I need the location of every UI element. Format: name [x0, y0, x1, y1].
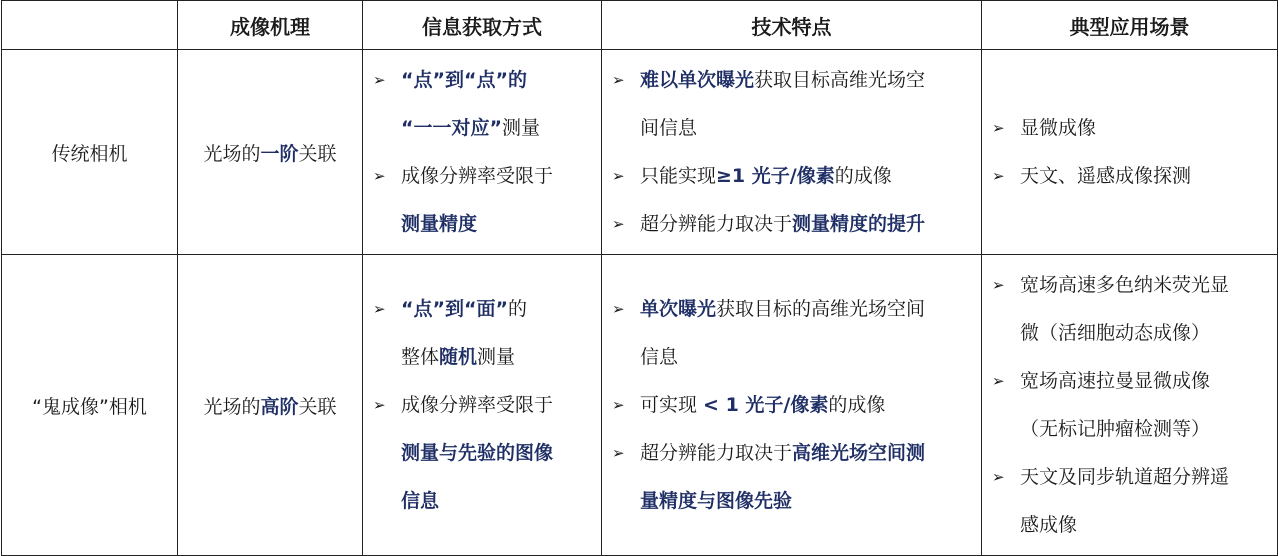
item-line — [401, 200, 593, 248]
item-line — [640, 104, 973, 152]
emphasis-text: 高维光场空间测 — [792, 442, 926, 464]
apps-list — [982, 104, 1277, 200]
item-text: （无标记肿瘤检测等） — [1020, 418, 1211, 440]
mechanism-post: 关联 — [298, 395, 337, 418]
item-line — [640, 152, 973, 200]
item-text: 的成像 — [834, 165, 892, 187]
item-text: 成像分辨率受限于 — [401, 165, 554, 187]
item-text: 测量 — [477, 346, 516, 368]
arrow-bullet-icon: ➢ — [373, 71, 386, 89]
list-item — [982, 261, 1277, 357]
item-line — [401, 56, 593, 104]
mechanism-bold: 高阶 — [260, 395, 299, 418]
arrow-bullet-icon: ➢ — [992, 167, 1005, 185]
list-item — [363, 285, 601, 381]
arrow-bullet-icon: ➢ — [612, 444, 625, 462]
item-line — [1020, 453, 1269, 501]
item-line — [401, 477, 593, 525]
item-line — [1020, 405, 1269, 453]
arrow-bullet-icon: ➢ — [373, 167, 386, 185]
header-cell-info: 信息获取方式 — [363, 1, 602, 50]
item-text: 的成像 — [828, 394, 886, 416]
item-line — [1020, 357, 1269, 405]
item-text: 微（活细胞动态成像） — [1020, 322, 1211, 344]
emphasis-text: “一一对应” — [401, 117, 502, 139]
mechanism-post: 关联 — [298, 142, 337, 165]
item-text: 超分辨能力取决于 — [640, 442, 793, 464]
info-cell — [363, 50, 602, 255]
item-line — [640, 477, 973, 525]
comparison-table — [1, 0, 1278, 556]
emphasis-text: 量精度与图像先验 — [640, 490, 793, 512]
item-text: 超分辨能力取决于 — [640, 213, 793, 235]
list-item — [982, 152, 1277, 200]
arrow-bullet-icon: ➢ — [992, 276, 1005, 294]
info-list — [363, 56, 601, 248]
header-cell-mechanism: 成像机理 — [178, 1, 363, 50]
apps-cell — [982, 50, 1278, 255]
emphasis-text: 难以单次曝光 — [640, 69, 755, 91]
item-text: 感成像 — [1020, 514, 1078, 536]
item-line — [401, 285, 593, 333]
item-text: 测量 — [501, 117, 540, 139]
header-cell-apps: 典型应用场景 — [982, 1, 1278, 50]
item-line — [1020, 104, 1269, 152]
header-cell-tech: 技术特点 — [602, 1, 982, 50]
header-cell-corner — [2, 1, 178, 50]
emphasis-text: 随机 — [439, 346, 478, 368]
item-text: 获取目标高维光场空 — [754, 69, 926, 91]
item-text: 只能实现 — [640, 165, 717, 187]
mechanism-cell — [178, 50, 363, 255]
row-name-cell: “鬼成像”相机 — [2, 255, 178, 556]
table-row — [2, 50, 1278, 255]
list-item — [602, 429, 981, 525]
item-line — [1020, 261, 1269, 309]
list-item — [363, 152, 601, 248]
list-item — [602, 200, 981, 248]
info-list — [363, 285, 601, 525]
emphasis-text: “点”到“点”的 — [401, 69, 527, 91]
arrow-bullet-icon: ➢ — [373, 396, 386, 414]
item-line — [640, 429, 973, 477]
list-item — [602, 152, 981, 200]
list-item — [982, 104, 1277, 152]
apps-cell — [982, 255, 1278, 556]
header-row — [2, 1, 1278, 50]
tech-list — [602, 56, 981, 248]
list-item — [982, 357, 1277, 453]
item-text: 宽场高速多色纳米荧光显 — [1020, 274, 1230, 296]
emphasis-text: 信息 — [401, 490, 440, 512]
emphasis-text: 单次曝光 — [640, 298, 717, 320]
arrow-bullet-icon: ➢ — [612, 71, 625, 89]
item-line — [1020, 309, 1269, 357]
emphasis-text: 测量与先验的图像 — [401, 442, 554, 464]
list-item — [982, 453, 1277, 549]
list-item — [602, 285, 981, 381]
tech-cell — [602, 255, 982, 556]
arrow-bullet-icon: ➢ — [612, 167, 625, 185]
item-line — [640, 381, 973, 429]
item-line — [640, 285, 973, 333]
arrow-bullet-icon: ➢ — [612, 215, 625, 233]
item-line — [1020, 501, 1269, 549]
item-line — [401, 429, 593, 477]
item-line — [401, 333, 593, 381]
mechanism-pre: 光场的 — [203, 142, 261, 165]
list-item — [602, 56, 981, 152]
table-row — [2, 255, 1278, 556]
arrow-bullet-icon: ➢ — [373, 300, 386, 318]
arrow-bullet-icon: ➢ — [612, 300, 625, 318]
item-text: 天文、遥感成像探测 — [1020, 165, 1192, 187]
emphasis-text: 测量精度的提升 — [792, 213, 926, 235]
list-item — [363, 56, 601, 152]
emphasis-text: “点”到“面” — [401, 298, 508, 320]
list-item — [602, 381, 981, 429]
item-text: 可实现 — [640, 394, 704, 416]
info-cell — [363, 255, 602, 556]
emphasis-text: < 1 光子/像素 — [703, 394, 829, 416]
arrow-bullet-icon: ➢ — [992, 119, 1005, 137]
arrow-bullet-icon: ➢ — [612, 396, 625, 414]
item-line — [401, 104, 593, 152]
item-line — [401, 152, 593, 200]
item-line — [401, 381, 593, 429]
item-text: 的 — [507, 298, 527, 320]
item-text: 宽场高速拉曼显微成像 — [1020, 370, 1211, 392]
item-text: 天文及同步轨道超分辨遥 — [1020, 466, 1230, 488]
item-text: 信息 — [640, 346, 679, 368]
item-text: 获取目标的高维光场空间 — [716, 298, 926, 320]
mechanism-cell — [178, 255, 363, 556]
tech-list — [602, 285, 981, 525]
emphasis-text: ≥1 光子/像素 — [716, 165, 835, 187]
apps-list — [982, 261, 1277, 549]
item-text: 显微成像 — [1020, 117, 1097, 139]
arrow-bullet-icon: ➢ — [992, 468, 1005, 486]
row-name-cell: 传统相机 — [2, 50, 178, 255]
item-line — [640, 333, 973, 381]
item-text: 间信息 — [640, 117, 698, 139]
mechanism-bold: 一阶 — [260, 142, 299, 165]
item-line — [640, 56, 973, 104]
arrow-bullet-icon: ➢ — [992, 372, 1005, 390]
emphasis-text: 测量精度 — [401, 213, 478, 235]
item-text: 成像分辨率受限于 — [401, 394, 554, 416]
item-text: 整体 — [401, 346, 440, 368]
list-item — [363, 381, 601, 525]
item-line — [1020, 152, 1269, 200]
tech-cell — [602, 50, 982, 255]
item-line — [640, 200, 973, 248]
mechanism-pre: 光场的 — [203, 395, 261, 418]
